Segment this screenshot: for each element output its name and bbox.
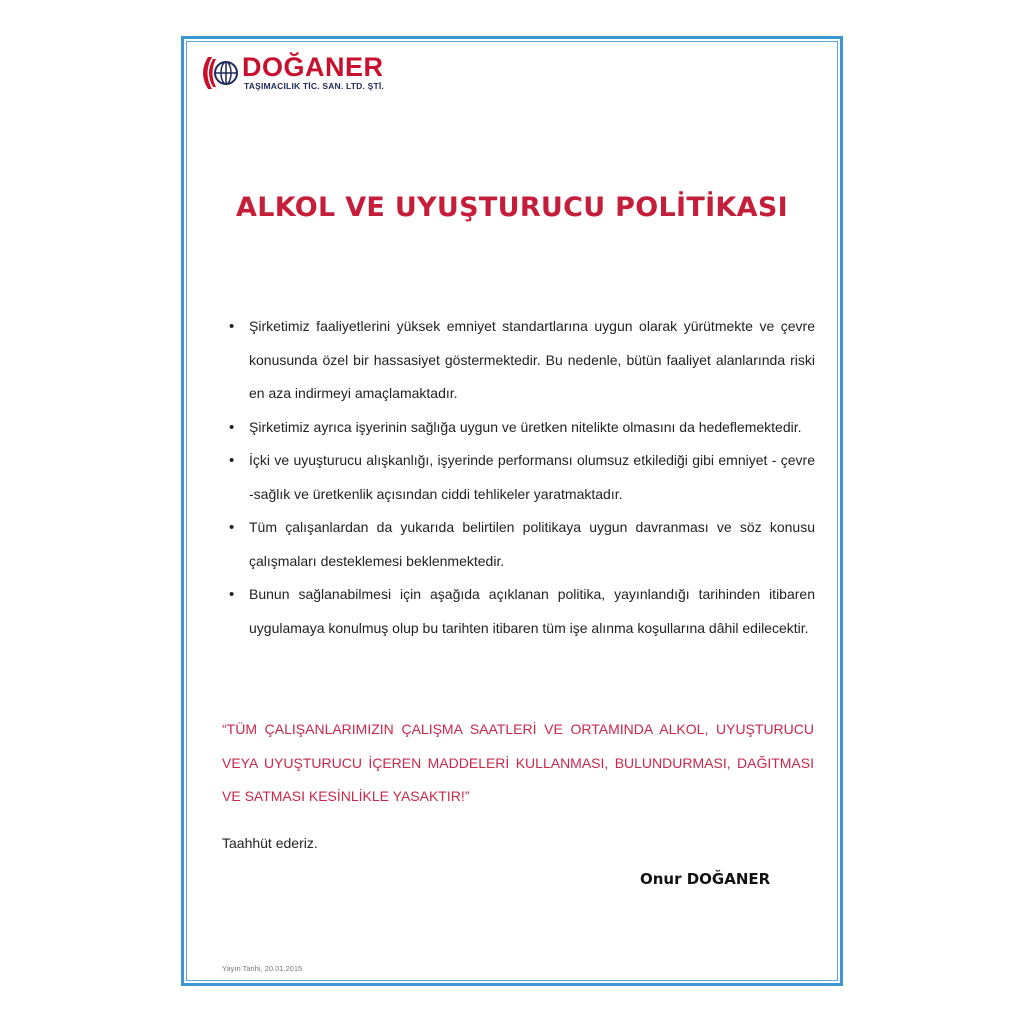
- policy-statement: “TÜM ÇALIŞANLARIMIZIN ÇALIŞMA SAATLERİ VE ORTAMINDA ALKOL, UYUŞTURUCU VEYA UYUŞTURUCU İÇEREN MADDELERİ KULLANMASI, BULUNDURMASI, DAĞITMASI VE SATMASI KESİNLİKLE YASAKTIR!”: [222, 721, 814, 804]
- list-item: • Tüm çalışanlardan da yukarıda belirtilen politikaya uygun davranması ve söz konusu çalışmaları desteklemesi beklenmektedir.: [225, 511, 815, 578]
- policy-bullet-list: [225, 310, 815, 645]
- document-title: ALKOL VE UYUŞTURUCU POLİTİKASI: [236, 192, 788, 223]
- list-item: • Bunun sağlanabilmesi için aşağıda açıklanan politika, yayınlandığı tarihinden itibaren uygulamaya konulmuş olup bu tarihten itibaren tüm işe alınma koşullarına dâhil edilecektir.: [225, 578, 815, 645]
- list-item: • Şirketimiz faaliyetlerini yüksek emniyet standartlarına uygun olarak yürütmekte ve çevre konusunda özel bir hassasiyet göstermektedir. Bu nedenle, bütün faaliyet alanlarında riski en aza indirmeyi amaçlamaktadır.: [225, 310, 815, 411]
- company-name: DOĞANER: [242, 52, 384, 82]
- list-item: • İçki ve uyuşturucu alışkanlığı, işyerinde performansı olumsuz etkilediği gibi emniyet - çevre -sağlık ve üretkenlik açısından ciddi tehlikeler yaratmaktadır.: [225, 444, 815, 511]
- list-item: • Şirketimiz ayrıca işyerinin sağlığa uygun ve üretken nitelikte olmasını da hedeflemektedir.: [225, 411, 815, 445]
- globe-logo-icon: [200, 53, 240, 93]
- company-logo: [200, 53, 400, 98]
- closing-text: Taahhüt ederiz.: [222, 835, 318, 851]
- company-subtitle: TAŞIMACILIK TİC. SAN. LTD. ŞTİ.: [244, 81, 384, 91]
- publish-date: Yayın Tarihi, 20.01.2015: [222, 964, 303, 973]
- signatory-name: Onur DOĞANER: [640, 870, 771, 888]
